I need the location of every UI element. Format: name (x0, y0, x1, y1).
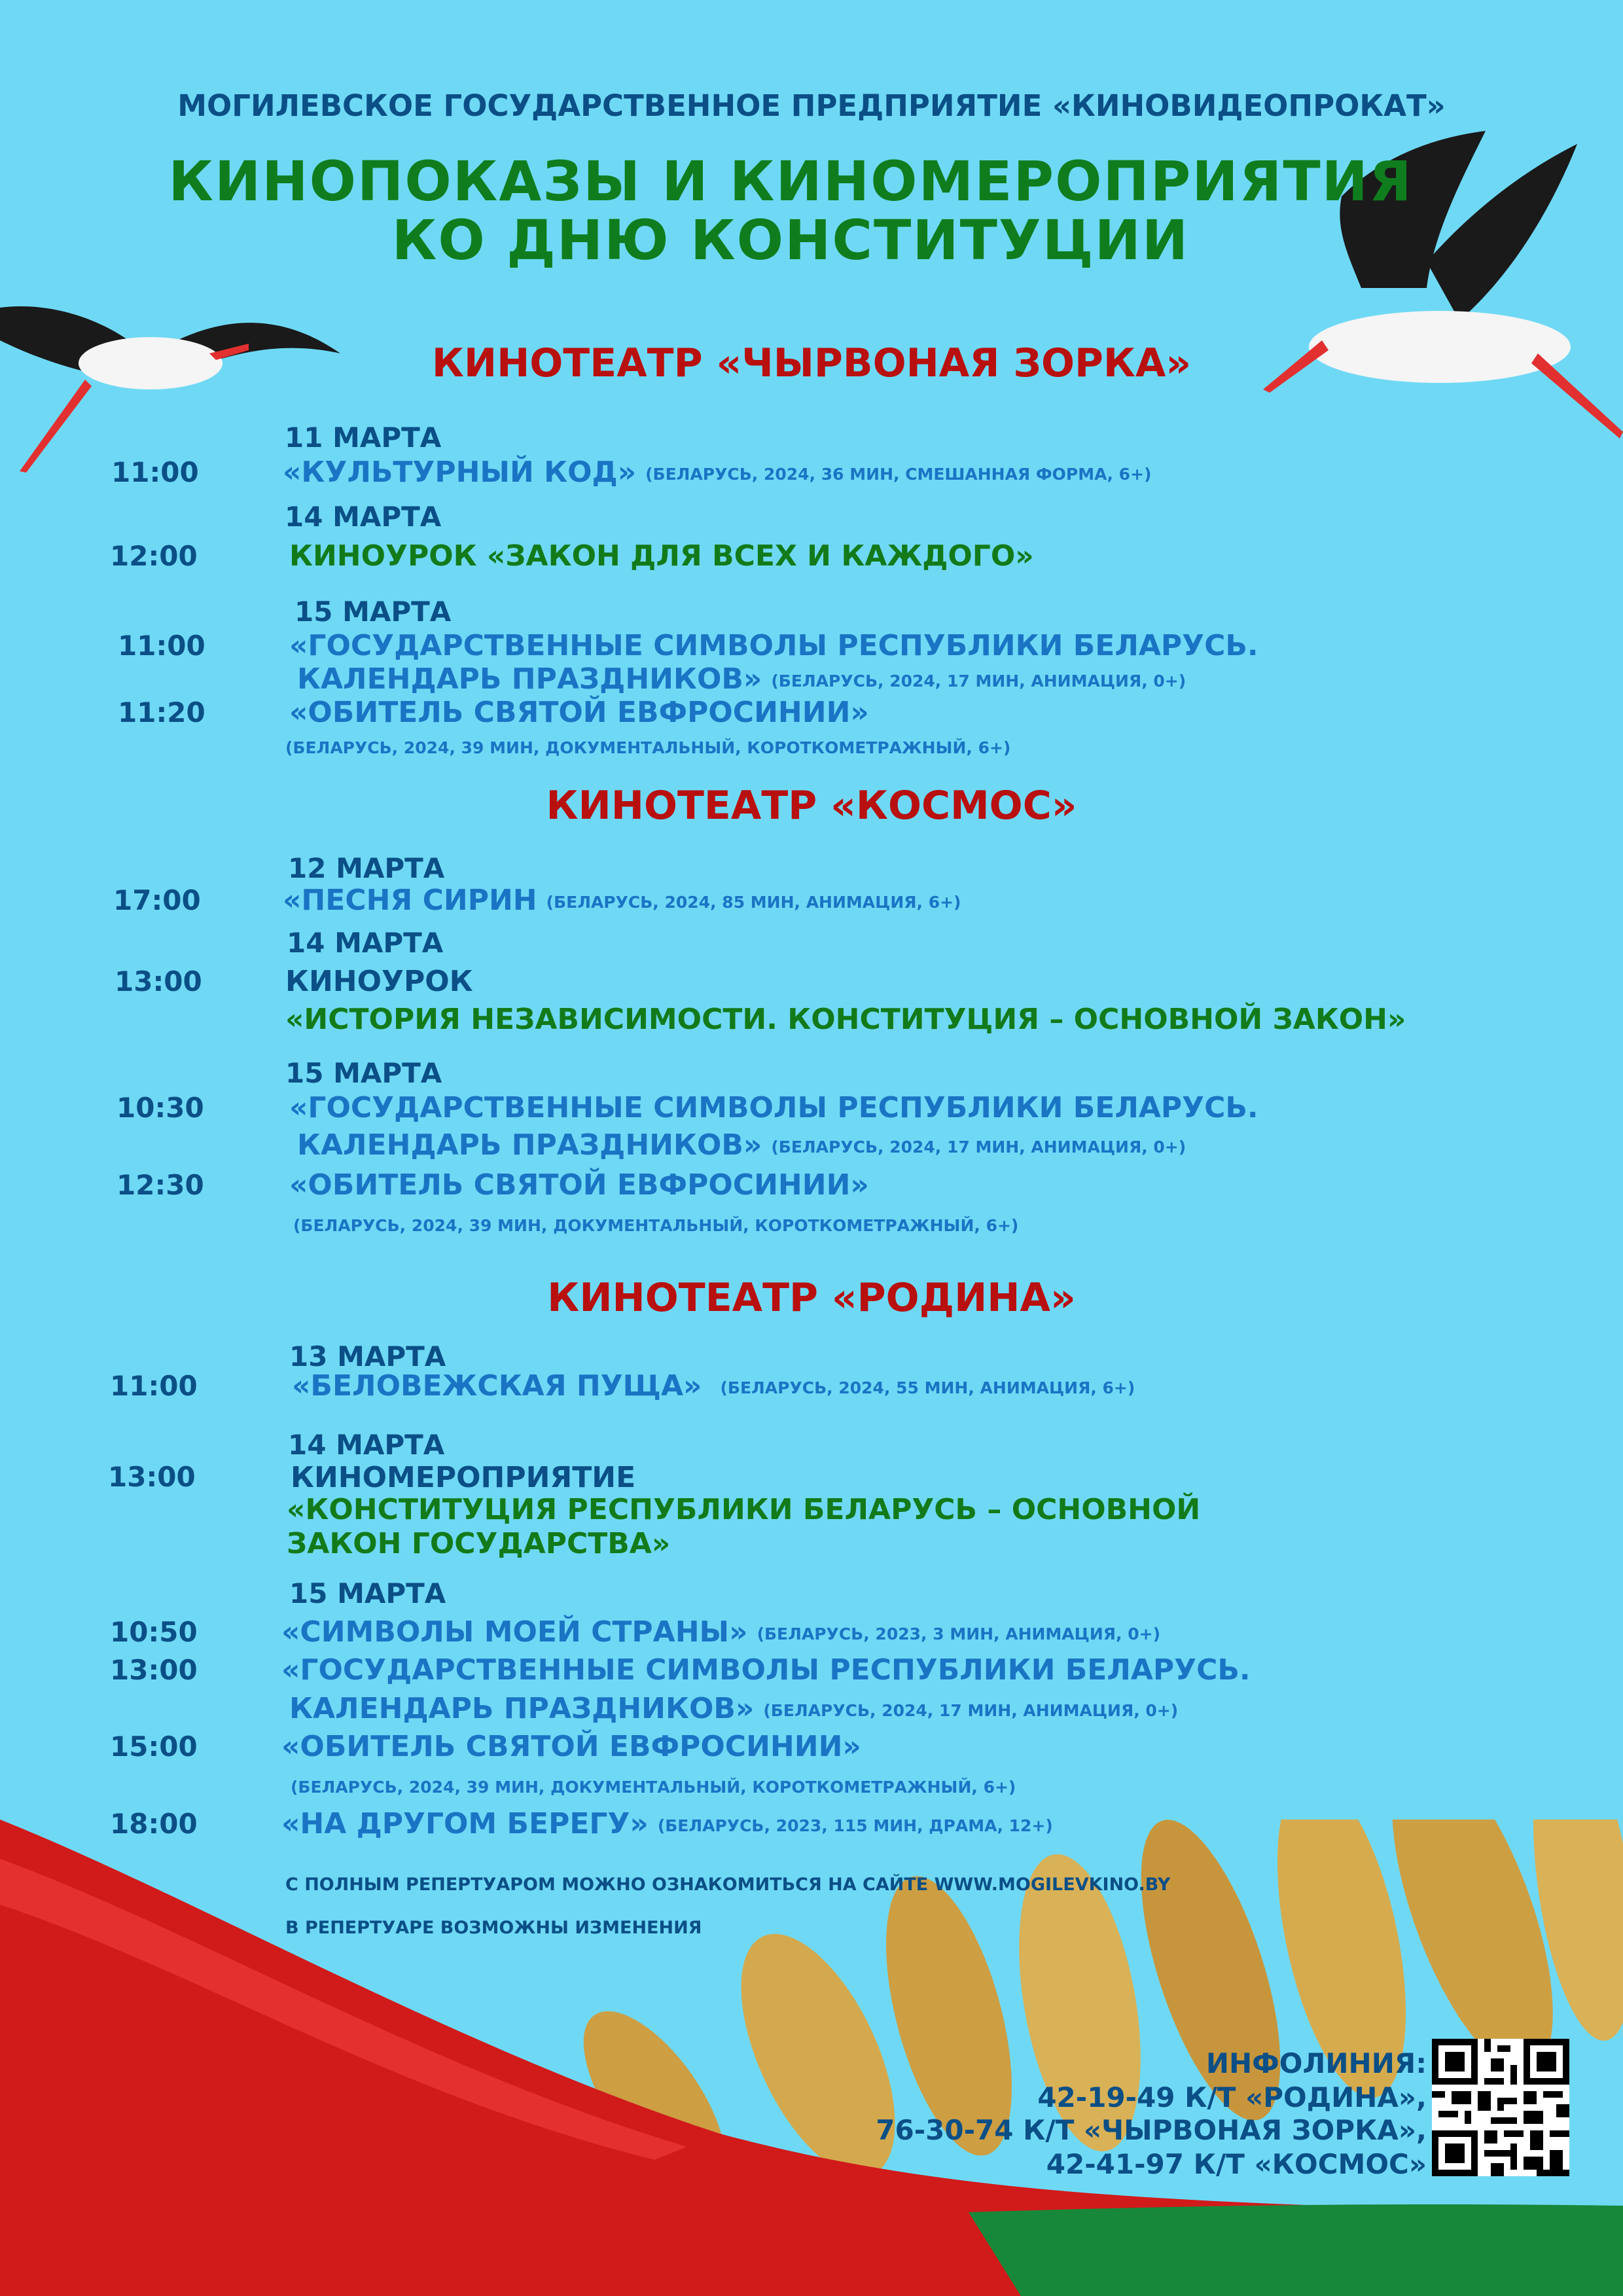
film-meta: (БЕЛАРУСЬ, 2023, 115 МИН, ДРАМА, 12+) (657, 1816, 1053, 1835)
zorka-time-1: 11:00 (111, 456, 199, 488)
infoline-label: ИНФОЛИНИЯ: (1205, 2047, 1427, 2079)
rodina-film-4-line2 (289, 1692, 1178, 1725)
film-meta: (БЕЛАРУСЬ, 2024, 36 МИН, СМЕШАННАЯ ФОРМА, 6+) (645, 465, 1152, 484)
rodina-date-2: 14 МАРТА (288, 1429, 445, 1461)
kosmos-time-1: 17:00 (113, 884, 201, 916)
kosmos-time-2: 13:00 (115, 965, 202, 997)
kosmos-film-3-line2 (297, 1128, 1186, 1162)
kosmos-date-2: 14 МАРТА (287, 927, 444, 959)
zorka-date-1: 11 МАРТА (285, 422, 442, 454)
rodina-time-1: 11:00 (110, 1370, 198, 1402)
rodina-film-4-line1: «ГОСУДАРСТВЕННЫЕ СИМВОЛЫ РЕСПУБЛИКИ БЕЛАРУСЬ. (281, 1653, 1251, 1687)
zorka-film-4-meta: (БЕЛАРУСЬ, 2024, 39 МИН, ДОКУМЕНТАЛЬНЫЙ, КОРОТКОМЕТРАЖНЫЙ, 6+) (285, 738, 1011, 757)
zorka-time-2: 12:00 (110, 540, 198, 572)
kosmos-date-3: 15 МАРТА (285, 1057, 442, 1089)
rodina-film-1 (292, 1369, 1135, 1403)
film-meta: (БЕЛАРУСЬ, 2024, 85 МИН, АНИМАЦИЯ, 6+) (546, 893, 961, 912)
kosmos-film-3-line1: «ГОСУДАРСТВЕННЫЕ СИМВОЛЫ РЕСПУБЛИКИ БЕЛАРУСЬ. (289, 1091, 1258, 1124)
film-meta: (БЕЛАРУСЬ, 2024, 17 МИН, АНИМАЦИЯ, 0+) (771, 672, 1186, 691)
film-title: КАЛЕНДАРЬ ПРАЗДНИКОВ» (297, 1128, 762, 1162)
kosmos-film-4-meta: (БЕЛАРУСЬ, 2024, 39 МИН, ДОКУМЕНТАЛЬНЫЙ, КОРОТКОМЕТРАЖНЫЙ, 6+) (293, 1216, 1019, 1235)
rodina-date-3: 15 МАРТА (289, 1577, 446, 1609)
kosmos-time-4: 12:30 (116, 1169, 204, 1201)
organization-name: МОГИЛЕВСКОЕ ГОСУДАРСТВЕННОЕ ПРЕДПРИЯТИЕ «КИНОВИДЕОПРОКАТ» (177, 88, 1446, 123)
zorka-film-3-line2 (297, 662, 1186, 696)
zorka-date-3: 15 МАРТА (294, 596, 452, 628)
poster-title-line2: КО ДНЮ КОНСТИТУЦИИ (391, 208, 1190, 272)
film-meta: (БЕЛАРУСЬ, 2024, 55 МИН, АНИМАЦИЯ, 6+) (720, 1378, 1135, 1397)
rodina-time-2: 13:00 (108, 1461, 196, 1493)
film-meta: (БЕЛАРУСЬ, 2024, 17 МИН, АНИМАЦИЯ, 0+) (763, 1701, 1179, 1720)
rodina-film-5: «ОБИТЕЛЬ СВЯТОЙ ЕВФРОСИНИИ» (281, 1730, 861, 1763)
rodina-time-4: 13:00 (110, 1654, 198, 1686)
zorka-film-2: КИНОУРОК «ЗАКОН ДЛЯ ВСЕХ И КАЖДОГО» (289, 539, 1034, 573)
cinema-zorka-heading: КИНОТЕАТР «ЧЫРВОНАЯ ЗОРКА» (431, 340, 1192, 386)
cinema-rodina-heading: КИНОТЕАТР «РОДИНА» (547, 1275, 1076, 1321)
rodina-film-2-line3: ЗАКОН ГОСУДАРСТВА» (287, 1527, 671, 1560)
kosmos-film-2-line2: «ИСТОРИЯ НЕЗАВИСИМОСТИ. КОНСТИТУЦИЯ – ОСНОВНОЙ ЗАКОН» (285, 1003, 1406, 1036)
green-flag-band (969, 2204, 1623, 2296)
zorka-date-2: 14 МАРТА (285, 501, 442, 533)
rodina-film-3 (281, 1615, 1160, 1649)
infoline-phone-zorka: 76-30-74 К/Т «ЧЫРВОНАЯ ЗОРКА», (876, 2114, 1427, 2146)
zorka-time-4: 11:20 (118, 696, 205, 728)
repertoire-website-note: С ПОЛНЫМ РЕПЕРТУАРОМ МОЖНО ОЗНАКОМИТЬСЯ НА САЙТЕ WWW.MOGILEVKINO.BY (285, 1874, 1171, 1895)
film-title: «БЕЛОВЕЖСКАЯ ПУЩА» (292, 1369, 702, 1403)
zorka-time-3: 11:00 (118, 630, 205, 662)
rodina-film-2-line2: «КОНСТИТУЦИЯ РЕСПУБЛИКИ БЕЛАРУСЬ – ОСНОВНОЙ (287, 1493, 1201, 1526)
kosmos-film-1 (283, 884, 961, 917)
qr-code-icon[interactable] (1432, 2039, 1569, 2176)
zorka-film-1 (283, 456, 1151, 489)
film-title: «КУЛЬТУРНЫЙ КОД» (283, 456, 637, 489)
film-title: «ПЕСНЯ СИРИН (283, 884, 537, 917)
cinema-kosmos-heading: КИНОТЕАТР «КОСМОС» (546, 783, 1077, 829)
film-title: «НА ДРУГОМ БЕРЕГУ» (281, 1807, 649, 1840)
infoline-phone-kosmos: 42-41-97 К/Т «КОСМОС» (1046, 2148, 1427, 2180)
kosmos-date-1: 12 МАРТА (288, 852, 445, 884)
film-meta: (БЕЛАРУСЬ, 2023, 3 МИН, АНИМАЦИЯ, 0+) (757, 1624, 1160, 1643)
film-title: КАЛЕНДАРЬ ПРАЗДНИКОВ» (289, 1692, 755, 1725)
kosmos-film-2-line1: КИНОУРОК (285, 965, 473, 998)
kosmos-film-4: «ОБИТЕЛЬ СВЯТОЙ ЕВФРОСИНИИ» (289, 1168, 869, 1202)
rodina-date-1: 13 МАРТА (289, 1340, 446, 1372)
rodina-time-5: 15:00 (110, 1731, 198, 1763)
kosmos-time-3: 10:30 (116, 1092, 204, 1124)
film-title: «СИМВОЛЫ МОЕЙ СТРАНЫ» (281, 1615, 748, 1649)
poster-title-line1: КИНОПОКАЗЫ И КИНОМЕРОПРИЯТИЯ (168, 149, 1413, 213)
film-meta: (БЕЛАРУСЬ, 2024, 17 МИН, АНИМАЦИЯ, 0+) (771, 1138, 1186, 1157)
rodina-time-3: 10:50 (110, 1616, 198, 1648)
rodina-film-5-meta: (БЕЛАРУСЬ, 2024, 39 МИН, ДОКУМЕНТАЛЬНЫЙ, КОРОТКОМЕТРАЖНЫЙ, 6+) (291, 1778, 1016, 1797)
rodina-film-6 (281, 1807, 1053, 1840)
zorka-film-4: «ОБИТЕЛЬ СВЯТОЙ ЕВФРОСИНИИ» (289, 696, 869, 729)
film-title: КАЛЕНДАРЬ ПРАЗДНИКОВ» (297, 662, 762, 696)
infoline-phone-rodina: 42-19-49 К/Т «РОДИНА», (1037, 2081, 1427, 2113)
rodina-time-6: 18:00 (110, 1808, 198, 1840)
rodina-film-2-line1: КИНОМЕРОПРИЯТИЕ (291, 1461, 636, 1494)
zorka-film-3-line1: «ГОСУДАРСТВЕННЫЕ СИМВОЛЫ РЕСПУБЛИКИ БЕЛАРУСЬ. (289, 629, 1258, 662)
repertoire-changes-note: В РЕПЕРТУАРЕ ВОЗМОЖНЫ ИЗМЕНЕНИЯ (285, 1918, 702, 1938)
